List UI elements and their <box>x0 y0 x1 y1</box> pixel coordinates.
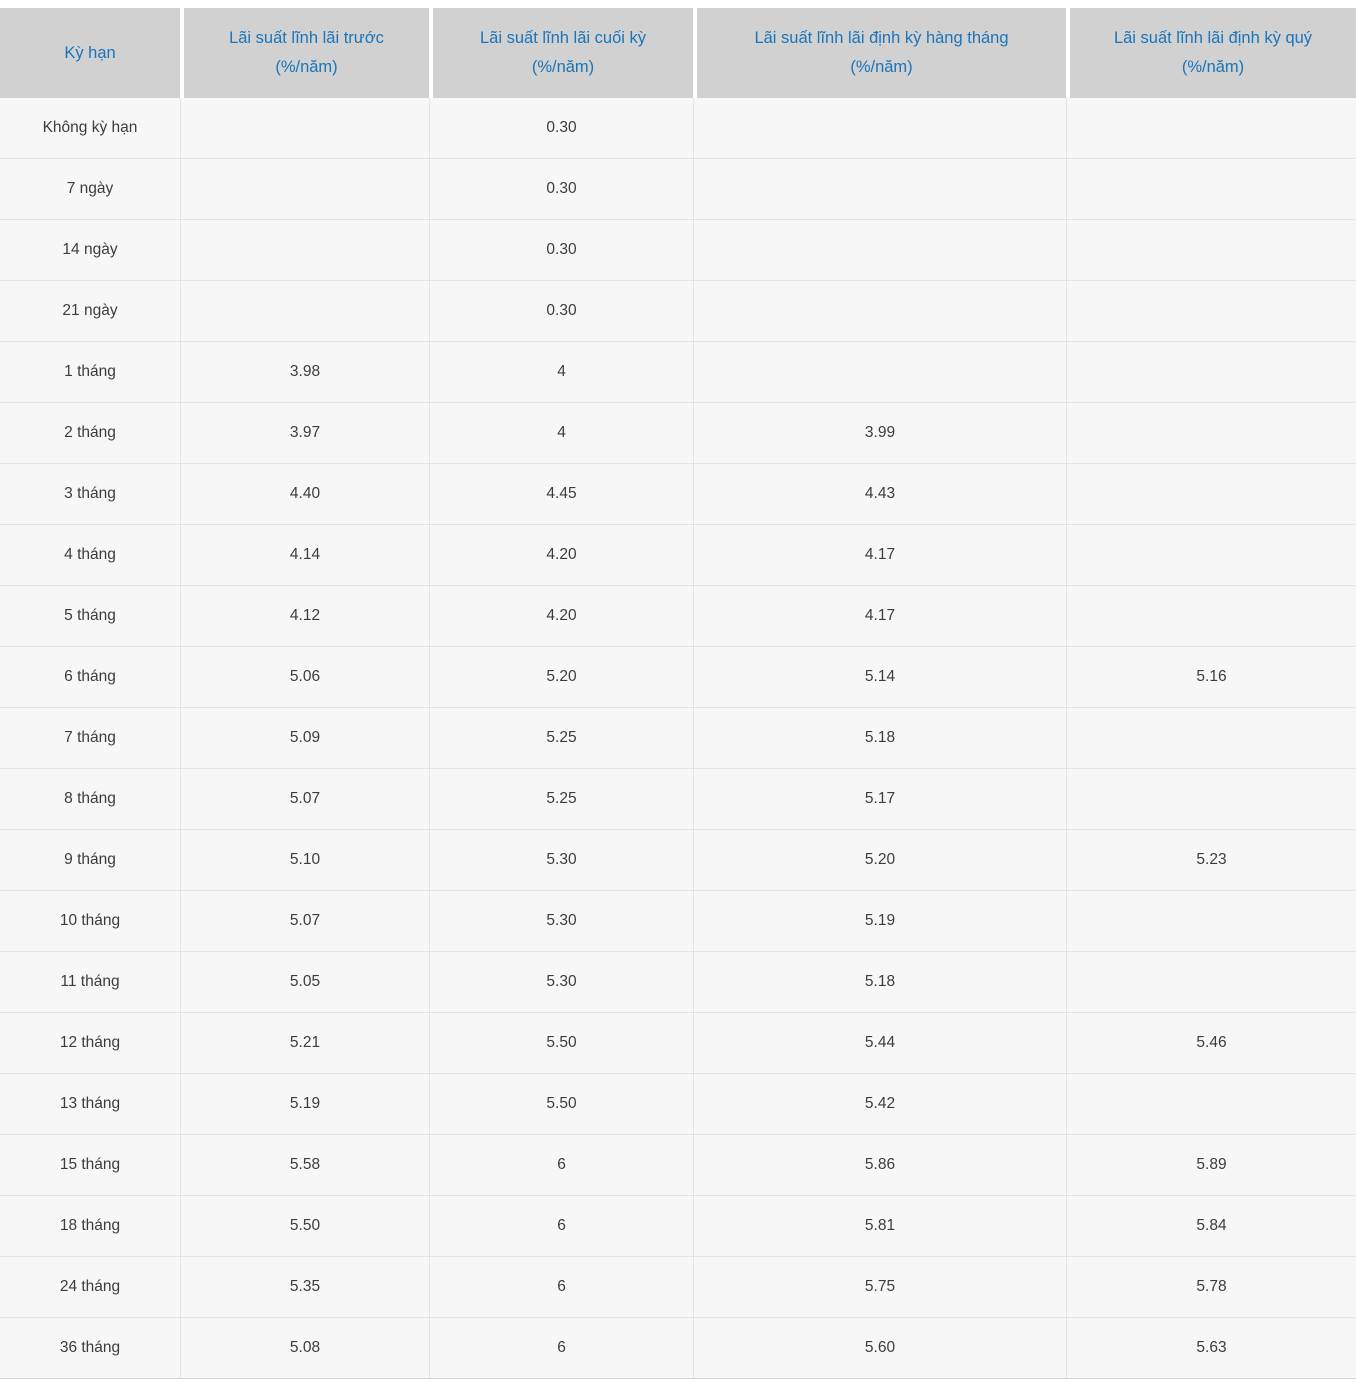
table-row <box>0 403 1356 464</box>
table-row <box>0 1074 1356 1135</box>
rate-cell: 5.35 <box>180 1257 429 1317</box>
rate-cell: 5.50 <box>180 1196 429 1256</box>
table-row <box>0 1135 1356 1196</box>
rate-cell: 5.07 <box>180 891 429 951</box>
rate-cell: 5.16 <box>1066 647 1356 707</box>
rate-cell: 0.30 <box>429 220 693 280</box>
rate-cell: 5.86 <box>693 1135 1066 1195</box>
table-row <box>0 220 1356 281</box>
table-row <box>0 1013 1356 1074</box>
column-header-unit: (%/năm) <box>275 58 338 76</box>
rate-cell: 5.19 <box>693 891 1066 951</box>
term-cell: 21 ngày <box>62 302 118 319</box>
rate-cell: 5.14 <box>693 647 1066 707</box>
rate-cell: 4 <box>429 403 693 463</box>
rate-cell: 5.25 <box>429 708 693 768</box>
column-header-unit: (%/năm) <box>531 58 595 76</box>
rate-cell: 5.58 <box>180 1135 429 1195</box>
table-row <box>0 159 1356 220</box>
rate-cell <box>1066 220 1356 280</box>
term-cell: 7 ngày <box>66 180 114 197</box>
column-header-0 <box>0 8 180 98</box>
rate-cell: 5.23 <box>1066 830 1356 890</box>
rate-cell: 4.12 <box>180 586 429 646</box>
rate-cell: 5.05 <box>180 952 429 1012</box>
rate-cell: 5.17 <box>693 769 1066 829</box>
rate-cell: 5.50 <box>429 1074 693 1134</box>
rate-cell: 5.21 <box>180 1013 429 1073</box>
table-row <box>0 1196 1356 1257</box>
rate-cell: 4 <box>429 342 693 402</box>
term-cell: 10 tháng <box>59 912 121 929</box>
term-cell: 8 tháng <box>64 790 116 807</box>
term-cell: 1 tháng <box>64 363 116 380</box>
rate-cell <box>693 220 1066 280</box>
rate-cell: 5.44 <box>693 1013 1066 1073</box>
rate-cell <box>1066 708 1356 768</box>
rate-cell: 5.89 <box>1066 1135 1356 1195</box>
term-cell: 11 tháng <box>60 973 120 990</box>
table-row <box>0 525 1356 586</box>
rate-cell <box>180 98 429 158</box>
column-header-2 <box>429 8 693 98</box>
rate-cell: 5.30 <box>429 830 693 890</box>
rate-cell: 5.60 <box>693 1318 1066 1378</box>
rate-cell: 0.30 <box>429 159 693 219</box>
rate-cell: 6 <box>429 1196 693 1256</box>
rate-cell <box>180 159 429 219</box>
column-header-label: Lãi suất lĩnh lãi định kỳ quý <box>1113 29 1313 47</box>
rate-cell: 0.30 <box>429 281 693 341</box>
term-cell: 4 tháng <box>64 546 116 563</box>
rate-cell <box>1066 952 1356 1012</box>
rate-cell: 5.20 <box>429 647 693 707</box>
rate-cell: 4.17 <box>693 525 1066 585</box>
rate-cell <box>1066 586 1356 646</box>
term-cell: 7 tháng <box>64 729 116 746</box>
rate-cell: 3.98 <box>180 342 429 402</box>
rate-cell: 5.30 <box>429 952 693 1012</box>
rate-cell: 6 <box>429 1257 693 1317</box>
rate-cell <box>180 220 429 280</box>
rate-cell: 5.08 <box>180 1318 429 1378</box>
rate-cell: 5.81 <box>693 1196 1066 1256</box>
column-header-label: Kỳ hạn <box>64 43 116 62</box>
table-body <box>0 98 1356 1379</box>
rate-cell: 5.78 <box>1066 1257 1356 1317</box>
rate-cell <box>1066 159 1356 219</box>
table-row <box>0 342 1356 403</box>
rate-cell: 5.07 <box>180 769 429 829</box>
column-header-unit: (%/năm) <box>850 58 913 76</box>
term-cell: 9 tháng <box>64 851 116 868</box>
rate-cell <box>693 342 1066 402</box>
column-header-3 <box>693 8 1066 98</box>
table-row <box>0 891 1356 952</box>
rate-cell <box>1066 98 1356 158</box>
table-row <box>0 769 1356 830</box>
rate-cell: 5.50 <box>429 1013 693 1073</box>
column-header-1 <box>180 8 429 98</box>
rate-cell: 5.75 <box>693 1257 1066 1317</box>
table-row <box>0 1257 1356 1318</box>
rate-cell <box>1066 1074 1356 1134</box>
interest-rate-table <box>0 8 1356 1379</box>
rate-cell: 5.30 <box>429 891 693 951</box>
term-cell: Không kỳ hạn <box>42 119 138 136</box>
table-row <box>0 281 1356 342</box>
term-cell: 15 tháng <box>59 1156 121 1173</box>
rate-cell: 4.14 <box>180 525 429 585</box>
term-cell: 6 tháng <box>64 668 116 685</box>
rate-cell <box>693 281 1066 341</box>
table-row <box>0 708 1356 769</box>
rate-cell: 5.42 <box>693 1074 1066 1134</box>
rate-cell: 5.19 <box>180 1074 429 1134</box>
rate-cell: 4.45 <box>429 464 693 524</box>
rate-cell <box>180 281 429 341</box>
rate-cell: 0.30 <box>429 98 693 158</box>
table-row <box>0 1318 1356 1379</box>
rate-cell <box>1066 342 1356 402</box>
rate-cell: 3.99 <box>693 403 1066 463</box>
rate-cell <box>1066 281 1356 341</box>
table-row <box>0 647 1356 708</box>
term-cell: 24 tháng <box>59 1278 121 1295</box>
column-header-label: Lãi suất lĩnh lãi cuối kỳ <box>479 29 646 47</box>
rate-cell: 5.10 <box>180 830 429 890</box>
rate-cell: 4.17 <box>693 586 1066 646</box>
table-row <box>0 952 1356 1013</box>
term-cell: 14 ngày <box>62 241 118 258</box>
rate-cell: 4.40 <box>180 464 429 524</box>
term-cell: 2 tháng <box>64 424 116 441</box>
rate-cell: 5.20 <box>693 830 1066 890</box>
rate-cell: 5.25 <box>429 769 693 829</box>
rate-cell <box>1066 891 1356 951</box>
rate-cell: 5.09 <box>180 708 429 768</box>
rate-cell: 5.46 <box>1066 1013 1356 1073</box>
column-header-label: Lãi suất lĩnh lãi trước <box>229 29 384 47</box>
rate-cell <box>1066 403 1356 463</box>
rate-cell <box>693 159 1066 219</box>
column-header-label: Lãi suất lĩnh lãi định kỳ hàng tháng <box>754 29 1009 47</box>
rate-cell: 4.43 <box>693 464 1066 524</box>
term-cell: 18 tháng <box>59 1217 121 1234</box>
rate-cell: 3.97 <box>180 403 429 463</box>
rate-cell: 6 <box>429 1135 693 1195</box>
table-row <box>0 98 1356 159</box>
rate-cell: 5.18 <box>693 708 1066 768</box>
term-cell: 3 tháng <box>64 485 116 502</box>
column-header-4 <box>1066 8 1356 98</box>
table-header-row <box>0 8 1356 98</box>
rate-cell: 5.84 <box>1066 1196 1356 1256</box>
rate-cell: 5.18 <box>693 952 1066 1012</box>
column-header-unit: (%/năm) <box>1181 58 1245 76</box>
table-row <box>0 586 1356 647</box>
table-row <box>0 464 1356 525</box>
table-row <box>0 830 1356 891</box>
rate-cell <box>1066 769 1356 829</box>
rate-cell <box>1066 464 1356 524</box>
rate-cell: 6 <box>429 1318 693 1378</box>
rate-cell <box>1066 525 1356 585</box>
rate-cell: 4.20 <box>429 525 693 585</box>
term-cell: 36 tháng <box>59 1339 121 1356</box>
rate-cell <box>693 98 1066 158</box>
rate-cell: 5.63 <box>1066 1318 1356 1378</box>
term-cell: 5 tháng <box>64 607 116 624</box>
term-cell: 13 tháng <box>59 1095 121 1112</box>
rate-cell: 4.20 <box>429 586 693 646</box>
rate-cell: 5.06 <box>180 647 429 707</box>
term-cell: 12 tháng <box>59 1034 121 1051</box>
